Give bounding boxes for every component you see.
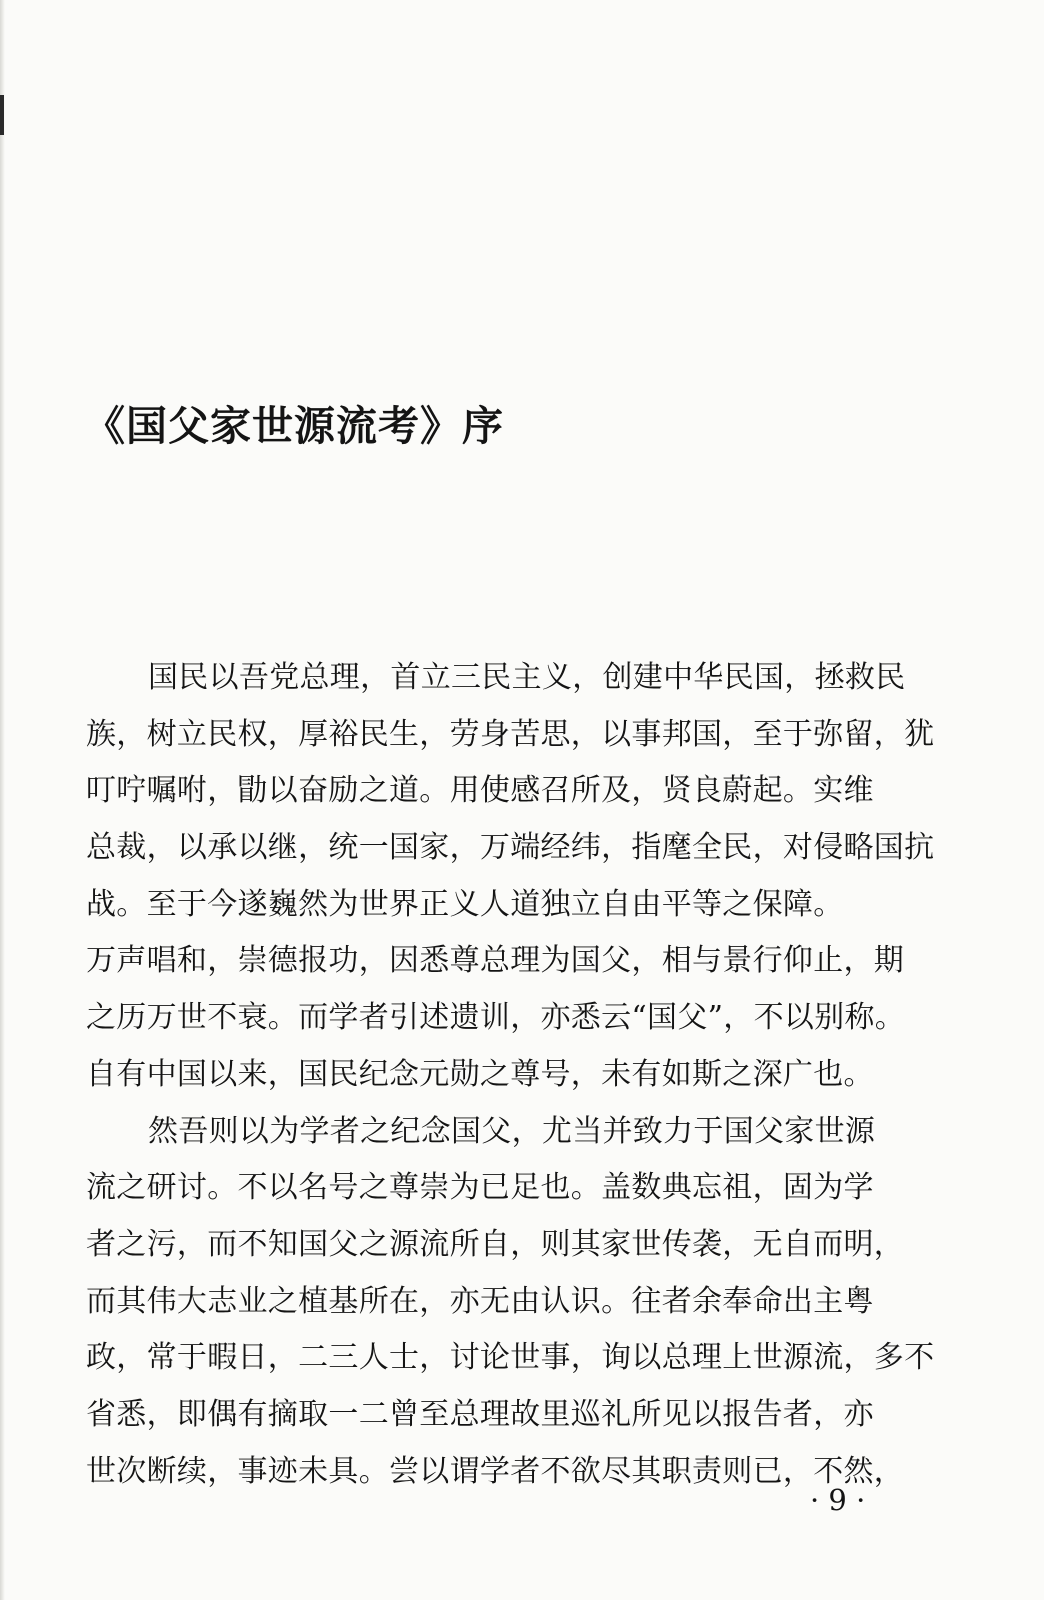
text-line: 然吾则以为学者之纪念国父，尤当并致力于国父家世源 — [148, 1113, 876, 1149]
text-line: 国民以吾党总理，首立三民主义，创建中华民国，拯救民 — [148, 660, 906, 695]
text-line: 叮咛嘱咐，勖以奋励之道。用使感召所及，贤良蔚起。实维 — [86, 773, 874, 809]
body-text — [86, 650, 966, 1500]
paragraph-1 — [86, 650, 966, 1104]
scan-edge — [0, 0, 5, 1600]
text-line: 自有中国以来，国民纪念元勋之尊号，未有如斯之深广也。 — [86, 1056, 874, 1092]
text-line: 政，常于暇日，二三人士，讨论世事，询以总理上世源流，多不 — [86, 1340, 935, 1376]
text-line: 之历万世不衰。而学者引述遗训，亦悉云“国父”，不以别称。 — [86, 1000, 906, 1036]
text-line: 万声唱和，崇德报功，因悉尊总理为国父，相与景行仰止，期 — [86, 943, 905, 979]
page-title: 《国父家世源流考》序 — [84, 402, 504, 450]
scan-mark — [0, 95, 4, 135]
text-line: 族，树立民权，厚裕民生，劳身苦思，以事邦国，至于弥留，犹 — [86, 716, 935, 752]
page-number: · 9 · — [810, 1483, 866, 1517]
text-line: 省悉，即偶有摘取一二曾至总理故里巡礼所见以报告者，亦 — [86, 1396, 874, 1432]
text-line: 者之污，而不知国父之源流所自，则其家世传袭，无自而明， — [86, 1226, 905, 1262]
text-line: 世次断续，事迹未具。尝以谓学者不欲尽其职责则已，不然， — [86, 1453, 905, 1489]
text-line: 战。至于今遂巍然为世界正义人道独立自由平等之保障。 — [86, 886, 844, 922]
text-line: 总裁，以承以继，统一国家，万端经纬，指麾全民，对侵略国抗 — [86, 830, 935, 866]
text-line: 而其伟大志业之植基所在，亦无由认识。往者余奉命出主粤 — [86, 1283, 874, 1319]
paragraph-2 — [86, 1104, 966, 1501]
text-line: 流之研讨。不以名号之尊崇为已足也。盖数典忘祖，固为学 — [86, 1170, 874, 1206]
